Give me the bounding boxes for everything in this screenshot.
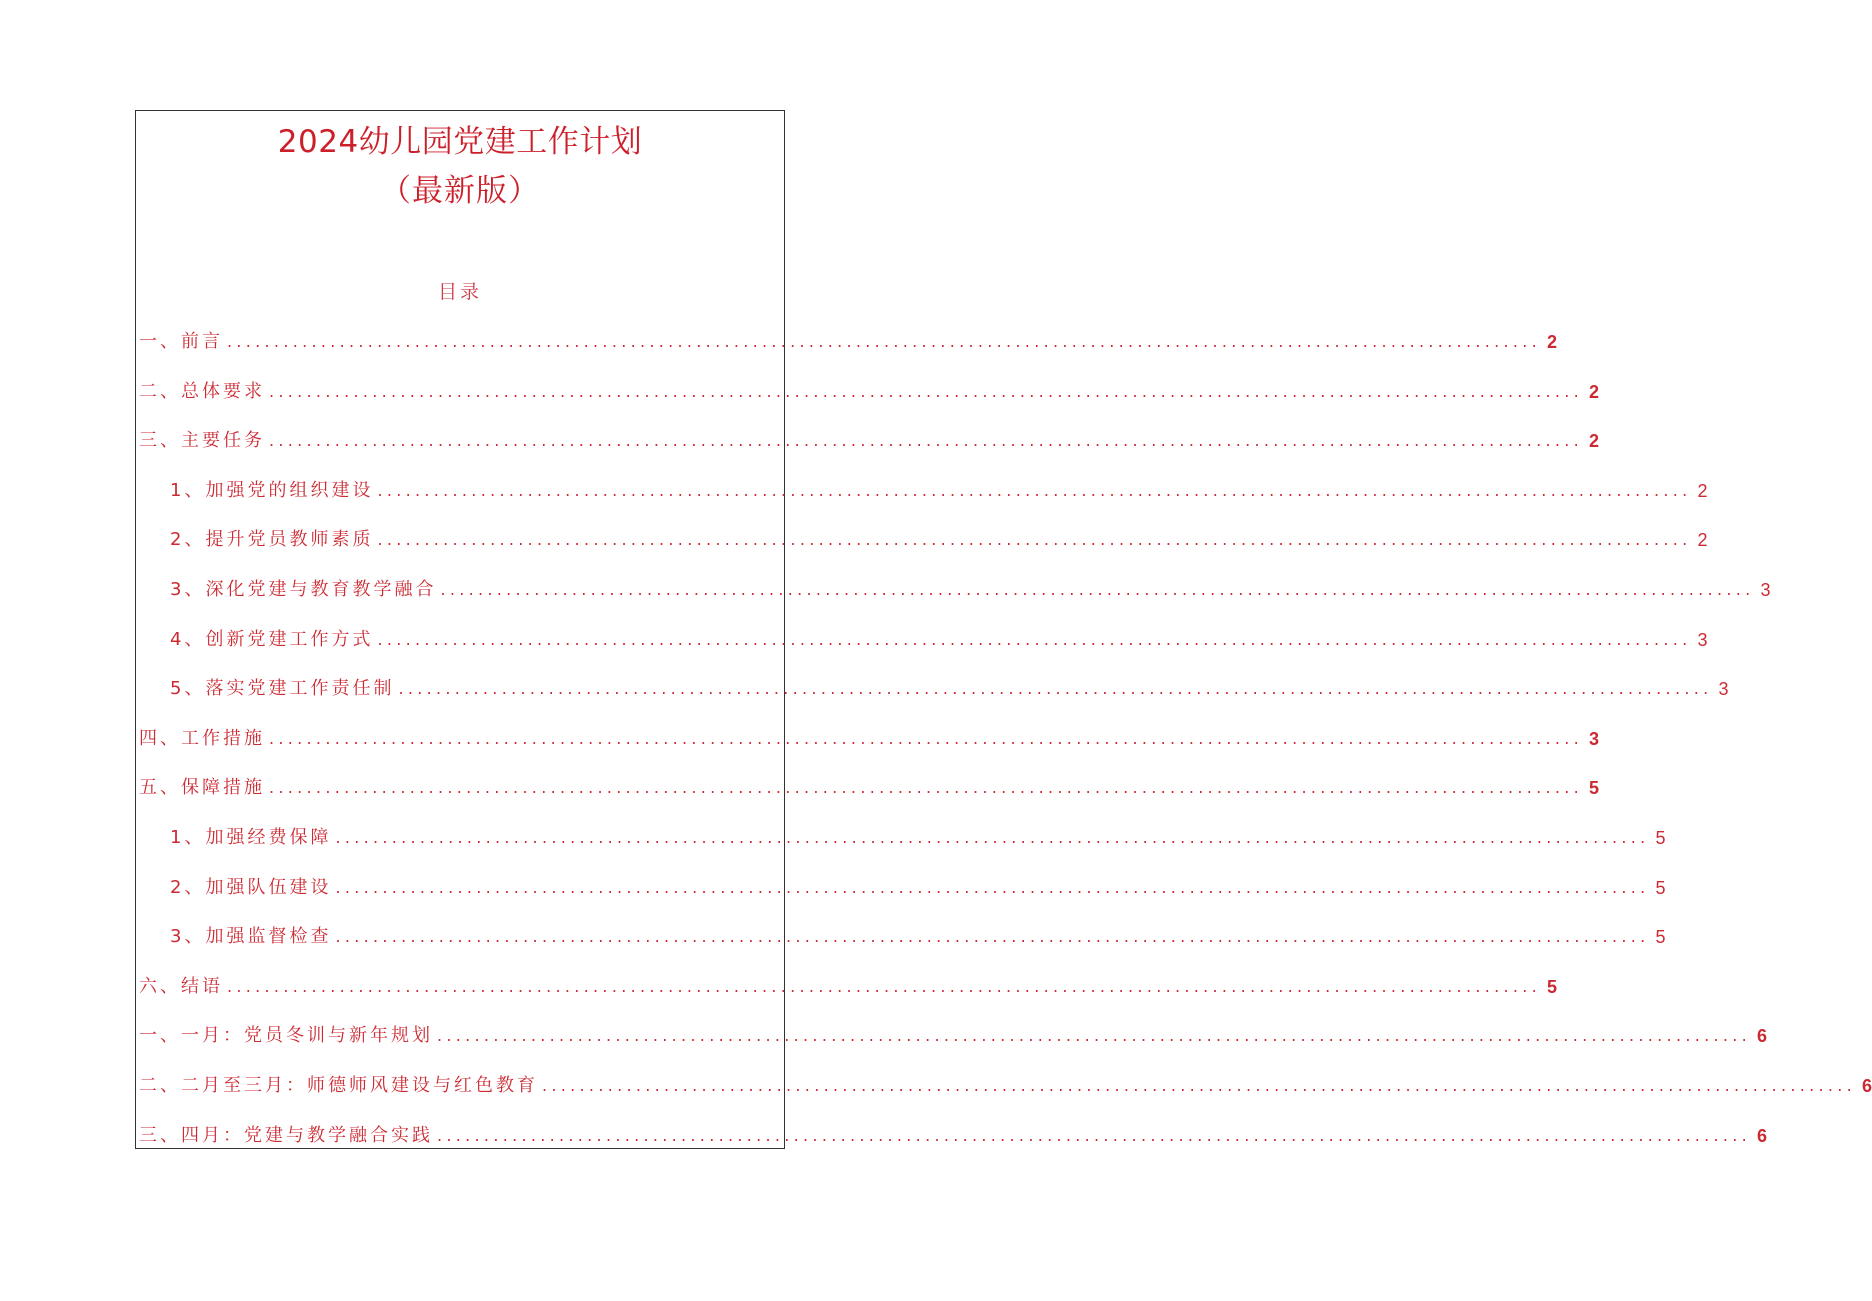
toc-entry-title: 六、结语: [139, 975, 223, 997]
toc-entry[interactable]: [170, 572, 1771, 602]
toc-entry-title: 三、四月：党建与教学融合实践: [139, 1124, 433, 1146]
toc-page-number: 2: [1697, 480, 1708, 501]
toc-leader-dots: ............................................................................................................................................: [269, 778, 1584, 798]
toc-page-number: 5: [1655, 927, 1666, 948]
toc-entry[interactable]: [139, 1068, 1872, 1098]
toc-page-number: 6: [1757, 1125, 1768, 1146]
toc-entry-title: 1、加强经费保障: [170, 827, 332, 848]
toc-heading: 目录: [437, 281, 482, 303]
toc-entry-title: 2、提升党员教师素质: [170, 529, 374, 551]
toc-entry-title: 2、加强队伍建设: [170, 876, 332, 898]
toc-entry-title: 3、深化党建与教育教学融合: [170, 579, 437, 600]
toc-entry[interactable]: [170, 522, 1708, 552]
toc-leader-dots: ............................................................................................................................................: [542, 1076, 1857, 1095]
toc-page-number: 5: [1589, 778, 1600, 799]
toc-entry-title: 4、创新党建工作方式: [170, 628, 374, 650]
document-title: 2024幼儿园党建工作计划: [277, 124, 643, 160]
toc-entry[interactable]: [170, 473, 1708, 503]
toc-entry[interactable]: [170, 870, 1666, 900]
toc-page-number: 2: [1697, 530, 1708, 551]
toc-entry[interactable]: [139, 770, 1600, 800]
toc-page-number: 3: [1589, 728, 1600, 749]
toc-entry[interactable]: [139, 374, 1600, 404]
toc-entry[interactable]: [139, 423, 1600, 453]
toc-leader-dots: ............................................................................................................................................: [398, 679, 1713, 699]
toc-page-number: 3: [1760, 580, 1771, 600]
toc-entry[interactable]: [139, 969, 1558, 999]
toc-leader-dots: ............................................................................................................................................: [437, 1125, 1752, 1145]
toc-entry[interactable]: [170, 671, 1729, 701]
toc-leader-dots: ............................................................................................................................................: [377, 480, 1692, 500]
toc-entry[interactable]: [170, 820, 1666, 850]
toc-entry[interactable]: [170, 622, 1708, 652]
toc-leader-dots: ............................................................................................................................................: [269, 728, 1584, 748]
toc-page-number: 3: [1697, 629, 1708, 650]
toc-entry-title: 五、保障措施: [139, 777, 265, 799]
toc-page-number: 5: [1547, 976, 1558, 997]
toc-page-number: 2: [1589, 431, 1600, 452]
toc-page-number: 6: [1862, 1076, 1872, 1096]
toc-page-number: 5: [1655, 877, 1666, 898]
toc-leader-dots: ............................................................................................................................................: [377, 530, 1692, 550]
toc-leader-dots: ............................................................................................................................................: [440, 580, 1755, 599]
toc-entry-title: 3、加强监督检查: [170, 926, 332, 948]
toc-leader-dots: ............................................................................................................................................: [377, 629, 1692, 649]
toc-entry[interactable]: [139, 1118, 1768, 1148]
toc-page-number: 3: [1718, 679, 1729, 700]
toc-entry-title: 二、二月至三月：师德师风建设与红色教育: [139, 1075, 538, 1096]
toc-entry-title: 一、前言: [139, 331, 223, 352]
toc-entry-title: 1、加强党的组织建设: [170, 479, 374, 501]
toc-page-number: 2: [1589, 381, 1600, 402]
toc-entry-title: 二、总体要求: [139, 380, 265, 402]
toc-entry[interactable]: [170, 919, 1666, 949]
toc-leader-dots: ............................................................................................................................................: [335, 828, 1650, 847]
toc-leader-dots: ............................................................................................................................................: [335, 877, 1650, 897]
toc-page-number: 2: [1547, 332, 1558, 352]
toc-entry[interactable]: [139, 324, 1558, 354]
toc-entry-title: 三、主要任务: [139, 430, 265, 452]
toc-entry[interactable]: [139, 1018, 1768, 1048]
document-page: [135, 110, 1872, 1149]
toc-leader-dots: ............................................................................................................................................: [227, 332, 1542, 351]
toc-leader-dots: ............................................................................................................................................: [269, 381, 1584, 401]
document-subtitle: （最新版）: [380, 173, 540, 209]
toc-page-number: 6: [1757, 1026, 1768, 1047]
toc-page-number: 5: [1655, 828, 1666, 848]
toc-leader-dots: ............................................................................................................................................: [335, 927, 1650, 947]
toc-entry-title: 四、工作措施: [139, 727, 265, 749]
toc-entry-title: 5、落实党建工作责任制: [170, 678, 395, 700]
toc-leader-dots: ............................................................................................................................................: [269, 431, 1584, 451]
toc-leader-dots: ............................................................................................................................................: [227, 976, 1542, 996]
toc-leader-dots: ............................................................................................................................................: [437, 1026, 1752, 1046]
toc-entry[interactable]: [139, 721, 1600, 751]
toc-entry-title: 一、一月：党员冬训与新年规划: [139, 1025, 433, 1047]
